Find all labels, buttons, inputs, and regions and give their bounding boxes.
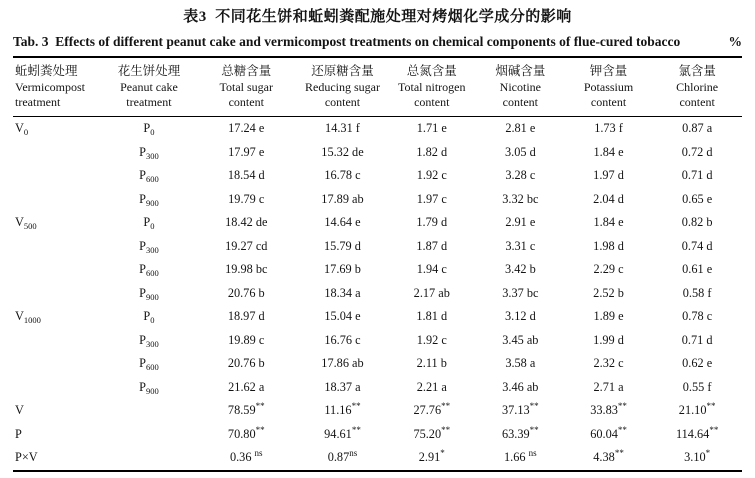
peanut-cake-cell: $P_{900}$ [139,285,159,302]
value-cell: 0.72 d [681,144,713,159]
vermicompost-cell [13,376,103,400]
value-cell: 60.04** [590,424,627,441]
value-cell: 17.89 ab [321,191,364,206]
value-cell: 75.20** [413,424,451,441]
value-cell: 0.62 e [682,356,713,370]
peanut-cake-cell: $P_0$ [143,121,155,137]
value-cell: 70.80** [227,424,265,441]
value-cell: 0.74 d [681,238,713,253]
value-cell: 1.66 $^{ns}$ [504,448,537,464]
value-cell: 20.76 b [227,356,265,370]
value-cell: 17.97 e [228,144,265,159]
value-cell: 18.42 de [225,215,268,229]
peanut-cake-cell: $P_0$ [143,215,155,231]
value-cell: 19.98 bc [225,262,268,276]
value-cell: 3.28 c [505,168,536,182]
value-cell: 21.62 a [228,379,265,394]
value-cell: 2.29 c [593,262,624,276]
peanut-cake-cell [103,399,196,423]
table-row [13,352,742,376]
value-cell: 1.94 c [416,262,447,276]
value-cell: 2.32 c [593,356,624,370]
table-header [13,57,742,117]
column-header: 总氮含量 Total nitrogen content [398,64,466,109]
value-cell: 15.79 d [324,238,361,253]
vermicompost-cell: V [15,403,24,417]
table-row [13,305,742,329]
vermicompost-cell [13,141,103,165]
peanut-cake-cell: $P_{300}$ [139,238,159,255]
table-row [13,329,742,353]
value-cell: 1.92 c [416,168,447,182]
column-header: 蚯蚓粪处理 Vermicompost treatment [15,64,85,109]
value-cell: 3.32 bc [502,191,539,206]
value-cell: 37.13** [502,401,539,417]
value-cell: 1.79 d [416,215,448,229]
table-row [13,258,742,282]
peanut-cake-cell: $P_{900}$ [139,191,159,208]
vermicompost-cell [13,164,103,188]
value-cell: 3.31 c [505,238,536,253]
peanut-cake-cell [103,423,196,447]
peanut-cake-cell: $P_0$ [143,309,155,325]
value-cell: 2.81 e [505,121,536,135]
value-cell: 78.59** [227,401,265,417]
value-cell: 3.58 a [505,356,536,370]
value-cell: 18.34 a [324,285,361,300]
value-cell: 0.36 $^{ns}$ [229,448,263,464]
value-cell: 19.27 cd [225,238,268,253]
table-row [13,282,742,306]
unit-label: % [728,34,742,49]
value-cell: 33.83** [590,401,627,417]
table-row [13,188,742,212]
value-cell: 17.86 ab [321,356,364,370]
value-cell: 15.32 de [321,144,364,159]
value-cell: 1.92 c [416,332,447,347]
peanut-cake-cell: $P_{600}$ [139,168,159,184]
value-cell: 14.64 e [324,215,361,229]
value-cell: 1.82 d [416,144,448,159]
value-cell: 2.21 a [416,379,447,394]
value-cell: $0.87^{ns}$ [327,448,358,464]
value-cell: 3.45 ab [502,332,539,347]
value-cell: 0.71 d [681,168,713,182]
vermicompost-cell [13,188,103,212]
value-cell: 18.97 d [227,309,265,323]
value-cell: 1.73 f [594,121,623,135]
value-cell: 3.37 bc [502,285,539,300]
table-row [13,423,742,447]
table-row [13,399,742,423]
value-cell: 1.84 e [593,215,624,229]
column-header: 还原糖含量 Reducing sugar content [304,64,380,109]
value-cell: 63.39** [502,424,539,441]
column-header: 总糖含量 Total sugar content [219,64,273,109]
peanut-cake-cell: $P_{300}$ [139,144,159,161]
value-cell: 1.81 d [416,309,448,323]
data-table [13,56,742,472]
value-cell: 17.69 b [324,262,361,276]
value-cell: 0.71 d [681,332,713,347]
vermicompost-cell [13,235,103,259]
table-body [13,117,742,471]
value-cell: 19.79 c [228,191,265,206]
value-cell: 4.38** [593,448,624,464]
table-row [13,211,742,235]
value-cell: 2.04 d [593,191,624,206]
value-cell: 16.76 c [324,332,361,347]
value-cell: 2.52 b [593,285,624,300]
value-cell: 114.64** [675,424,719,441]
value-cell: 14.31 f [325,121,360,135]
table-row [13,117,742,141]
vermicompost-cell: P×V [15,450,38,464]
value-cell: 1.84 e [593,144,624,159]
column-header: 烟碱含量 Nicotine content [495,64,546,109]
vermicompost-cell: $V_{1000}$ [15,309,41,325]
header-row [13,57,742,117]
table-title-row [13,32,742,51]
value-cell: 3.05 d [504,144,536,159]
value-cell: 17.24 e [228,121,265,135]
value-cell: 11.16** [324,401,361,417]
value-cell: 15.04 e [324,309,361,323]
table-title-english: Tab. 3 Effects of different peanut cake and vermicompost treatments on chemical components of flue-cured tobacco [13,34,681,49]
value-cell: 1.87 d [416,238,448,253]
peanut-cake-cell: $P_{900}$ [139,379,159,396]
value-cell: 0.58 f [682,285,712,300]
value-cell: 21.10** [678,401,716,417]
value-cell: 2.91 e [505,215,536,229]
value-cell: 18.54 d [227,168,265,182]
peanut-cake-cell: $P_{600}$ [139,356,159,372]
value-cell: 0.55 f [682,379,712,394]
vermicompost-cell: $V_{500}$ [15,215,37,231]
value-cell: 2.71 a [593,379,624,394]
column-header: 钾含量 Potassium content [583,64,634,109]
table-row [13,446,742,471]
peanut-cake-cell: $P_{300}$ [139,332,159,349]
value-cell: 18.37 a [324,379,361,394]
table-row [13,235,742,259]
value-cell: 27.76** [413,401,451,417]
vermicompost-cell: P [15,426,22,441]
value-cell: 16.78 c [324,168,361,182]
value-cell: 3.10* [684,448,711,464]
peanut-cake-cell: $P_{600}$ [139,262,159,278]
value-cell: 2.11 b [416,356,447,370]
vermicompost-cell [13,282,103,306]
vermicompost-cell [13,258,103,282]
table-title-chinese: 表3 不同花生饼和蚯蚓粪配施处理对烤烟化学成分的影响 [183,9,572,25]
table-row [13,164,742,188]
column-header: 花生饼处理 Peanut cake treatment [117,64,181,109]
peanut-cake-cell [103,446,196,471]
value-cell: 1.89 e [593,309,624,323]
table-row [13,141,742,165]
value-cell: 0.87 a [682,121,713,135]
table-row [13,376,742,400]
value-cell: 3.12 d [504,309,536,323]
value-cell: 19.89 c [228,332,265,347]
value-cell: 3.42 b [504,262,536,276]
value-cell: 0.61 e [682,262,713,276]
column-header: 氯含量 Chlorine content [676,64,719,109]
value-cell: 20.76 b [227,285,265,300]
value-cell: 1.97 d [593,168,624,182]
value-cell: 94.61** [324,424,361,441]
value-cell: 0.78 c [682,309,713,323]
value-cell: 3.46 ab [502,379,539,394]
vermicompost-cell [13,352,103,376]
value-cell: 2.17 ab [413,285,450,300]
value-cell: 1.97 c [416,191,447,206]
value-cell: 1.98 d [593,238,624,253]
value-cell: 2.91* [418,448,445,464]
value-cell: 1.71 e [416,121,447,135]
vermicompost-cell [13,329,103,353]
value-cell: 0.65 e [682,191,713,206]
value-cell: 1.99 d [593,332,624,347]
vermicompost-cell: $V_0$ [15,121,29,137]
value-cell: 0.82 b [681,215,713,229]
